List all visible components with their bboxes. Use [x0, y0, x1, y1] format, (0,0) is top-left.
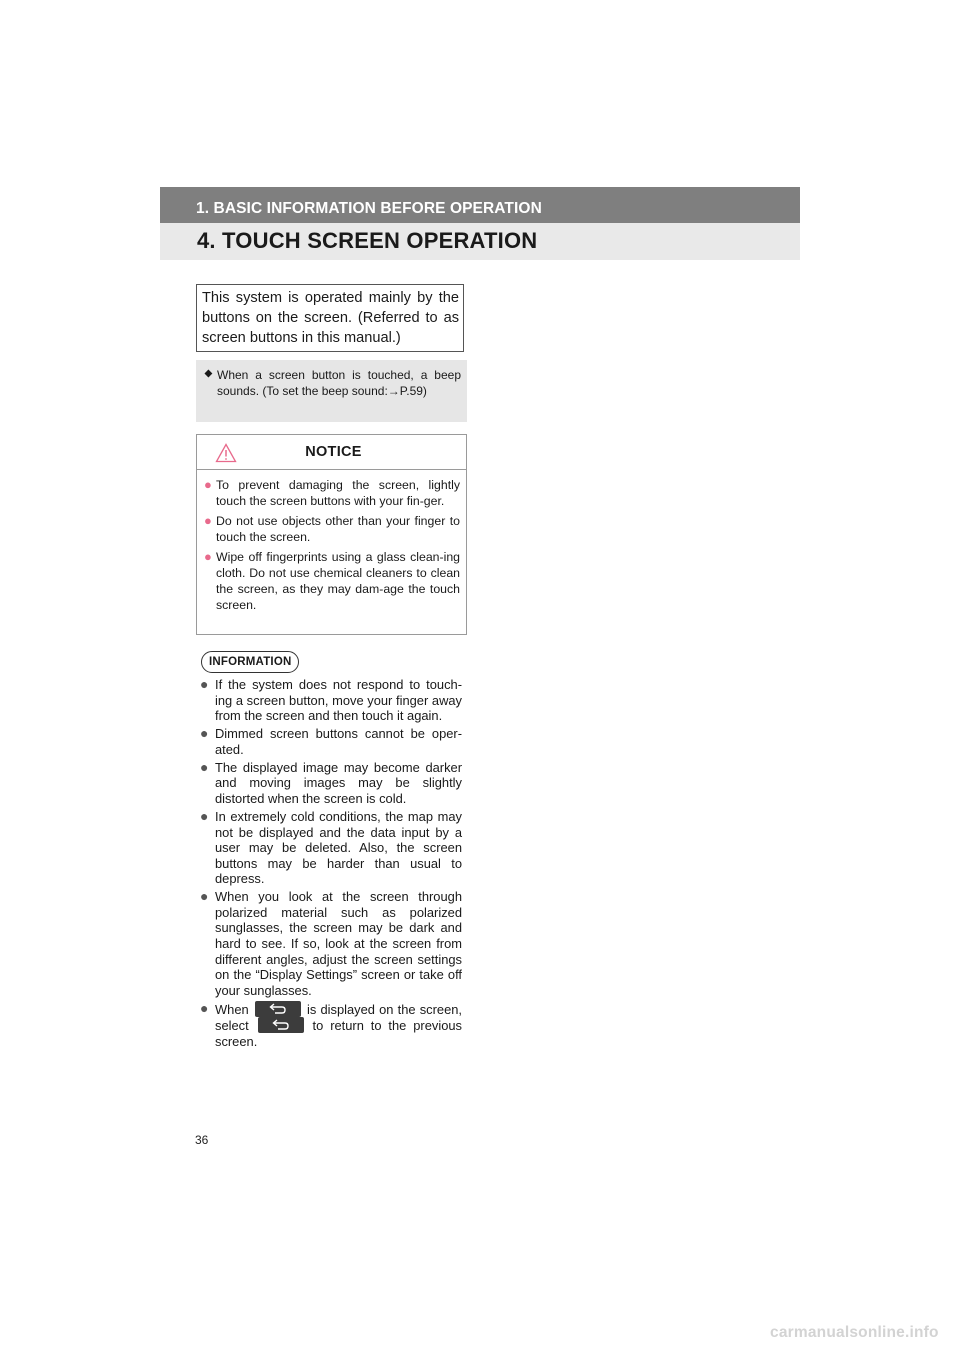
information-label: INFORMATION	[201, 651, 299, 673]
bullet-dot-icon: ●	[200, 758, 209, 775]
diamond-bullet-icon: ⯁	[204, 369, 213, 381]
note-item	[204, 367, 461, 399]
information-item: ● The displayed image may become darker and moving images may be slightly distorted when the screen is cold.	[200, 758, 462, 806]
information-list	[200, 677, 462, 1052]
notice-list	[197, 470, 466, 613]
section-title: 1. BASIC INFORMATION BEFORE OPERATION	[196, 200, 542, 217]
notice-header	[197, 435, 466, 469]
back-arrow-icon	[269, 1003, 287, 1015]
information-item: ● When you look at the screen through polarized material such as polarized sunglasses, the screen may be dark and hard to see. If so, look at the screen from different angles, adjust the screen settings on the “Display Settings” screen or take off your sunglasses.	[200, 888, 462, 998]
warning-triangle-icon	[215, 443, 237, 463]
notice-item: ● To prevent damaging the screen, lightly touch the screen buttons with your fin-ger.	[204, 477, 460, 508]
bullet-dot-icon: ●	[204, 549, 212, 564]
information-item: ● If the system does not respond to touch-ing a screen button, move your finger away from the screen and then touch it again.	[200, 676, 462, 724]
page-title: 4. TOUCH SCREEN OPERATION	[197, 228, 538, 253]
bullet-dot-icon: ●	[200, 725, 209, 742]
notice-box	[196, 434, 467, 635]
notice-item: ● Do not use objects other than your finger to touch the screen.	[204, 513, 460, 544]
bullet-dot-icon: ●	[200, 888, 209, 905]
back-button	[255, 1001, 301, 1017]
page-number: 36	[195, 1133, 209, 1147]
watermark: carmanualsonline.info	[770, 1324, 939, 1341]
note-text: When a screen button is touched, a beep sounds. (To set the beep sound:→P.59)	[217, 368, 461, 398]
back-button	[258, 1017, 304, 1033]
bullet-dot-icon: ●	[200, 807, 209, 824]
note-box	[196, 360, 467, 422]
information-item: ● Dimmed screen buttons cannot be oper-ated.	[200, 725, 462, 757]
intro-text: This system is operated mainly by the buttons on the screen. (Referred to as screen buttons in this manual.)	[202, 290, 459, 346]
information-item: ● In extremely cold conditions, the map may not be displayed and the data input by a user may be deleted. Also, the screen buttons may be harder than usual to depress.	[200, 807, 462, 887]
intro-box	[196, 284, 464, 352]
bullet-dot-icon: ●	[200, 676, 209, 692]
notice-title: NOTICE	[305, 444, 362, 460]
back-arrow-icon	[272, 1019, 290, 1031]
bullet-dot-icon: ●	[200, 999, 209, 1016]
bullet-dot-icon: ●	[204, 513, 212, 528]
information-item: ● When is displayed on the screen, select to return to the previous screen.	[200, 999, 462, 1050]
notice-item: ● Wipe off fingerprints using a glass clean-ing cloth. Do not use chemical cleaners to clean the screen, as they may dam-age the touch screen.	[204, 549, 460, 612]
bullet-dot-icon: ●	[204, 477, 212, 492]
